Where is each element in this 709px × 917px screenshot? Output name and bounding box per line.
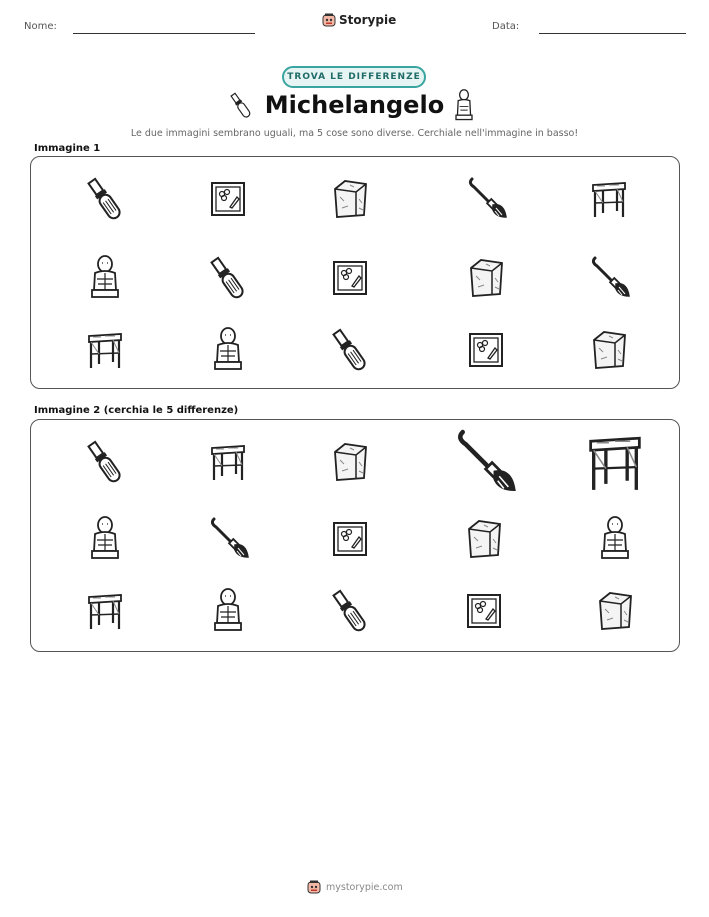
marble-block-icon xyxy=(586,326,632,372)
picture-panel-differences[interactable] xyxy=(30,419,680,652)
chisel-icon xyxy=(229,91,253,125)
name-label: Nome: xyxy=(24,21,57,32)
panel-1-label: Immagine 1 xyxy=(34,143,101,154)
chisel-icon[interactable] xyxy=(82,438,128,484)
activity-badge: TROVA LE DIFFERENZE xyxy=(282,66,426,88)
paintbrush-icon xyxy=(463,175,509,221)
panel-2-label: Immagine 2 (cerchia le 5 differenze) xyxy=(34,405,239,416)
chisel-icon[interactable] xyxy=(327,587,373,633)
painting-icon xyxy=(327,254,373,300)
statue-icon[interactable] xyxy=(592,515,638,561)
statue-icon xyxy=(82,254,128,300)
statue-icon xyxy=(205,326,251,372)
date-label: Data: xyxy=(492,21,520,32)
footer xyxy=(307,880,403,894)
instructions-text: Le due immagini sembrano uguali, ma 5 cose sono diverse. Cerchiale nell'immagine in basso! xyxy=(130,128,579,139)
brand-logo xyxy=(322,13,396,27)
chisel-icon xyxy=(205,254,251,300)
marble-block-icon xyxy=(327,175,373,221)
painting-icon xyxy=(463,326,509,372)
storypie-logo-icon xyxy=(307,880,321,894)
date-field[interactable] xyxy=(539,33,686,34)
painting-icon[interactable] xyxy=(327,515,373,561)
scaffold-icon[interactable] xyxy=(82,587,128,633)
storypie-logo-icon xyxy=(322,13,336,27)
marble-block-icon[interactable] xyxy=(327,438,373,484)
name-field[interactable] xyxy=(73,33,255,34)
statue-icon[interactable] xyxy=(205,587,251,633)
scaffold-icon xyxy=(586,175,632,221)
chisel-icon xyxy=(82,175,128,221)
page-title: Michelangelo xyxy=(264,91,445,119)
statue-icon xyxy=(453,89,475,125)
painting-icon[interactable] xyxy=(461,587,507,633)
paintbrush-icon xyxy=(586,254,632,300)
marble-block-icon[interactable] xyxy=(592,587,638,633)
marble-block-icon[interactable] xyxy=(461,515,507,561)
scaffold-icon[interactable] xyxy=(580,426,650,496)
brand-name: Storypie xyxy=(339,13,397,27)
paintbrush-icon[interactable] xyxy=(205,515,251,561)
paintbrush-icon[interactable] xyxy=(449,426,519,496)
chisel-icon xyxy=(327,326,373,372)
picture-panel-original xyxy=(30,156,680,389)
statue-icon[interactable] xyxy=(82,515,128,561)
scaffold-icon[interactable] xyxy=(205,438,251,484)
marble-block-icon xyxy=(463,254,509,300)
footer-url: mystorypie.com xyxy=(326,881,403,893)
painting-icon xyxy=(205,175,251,221)
scaffold-icon xyxy=(82,326,128,372)
